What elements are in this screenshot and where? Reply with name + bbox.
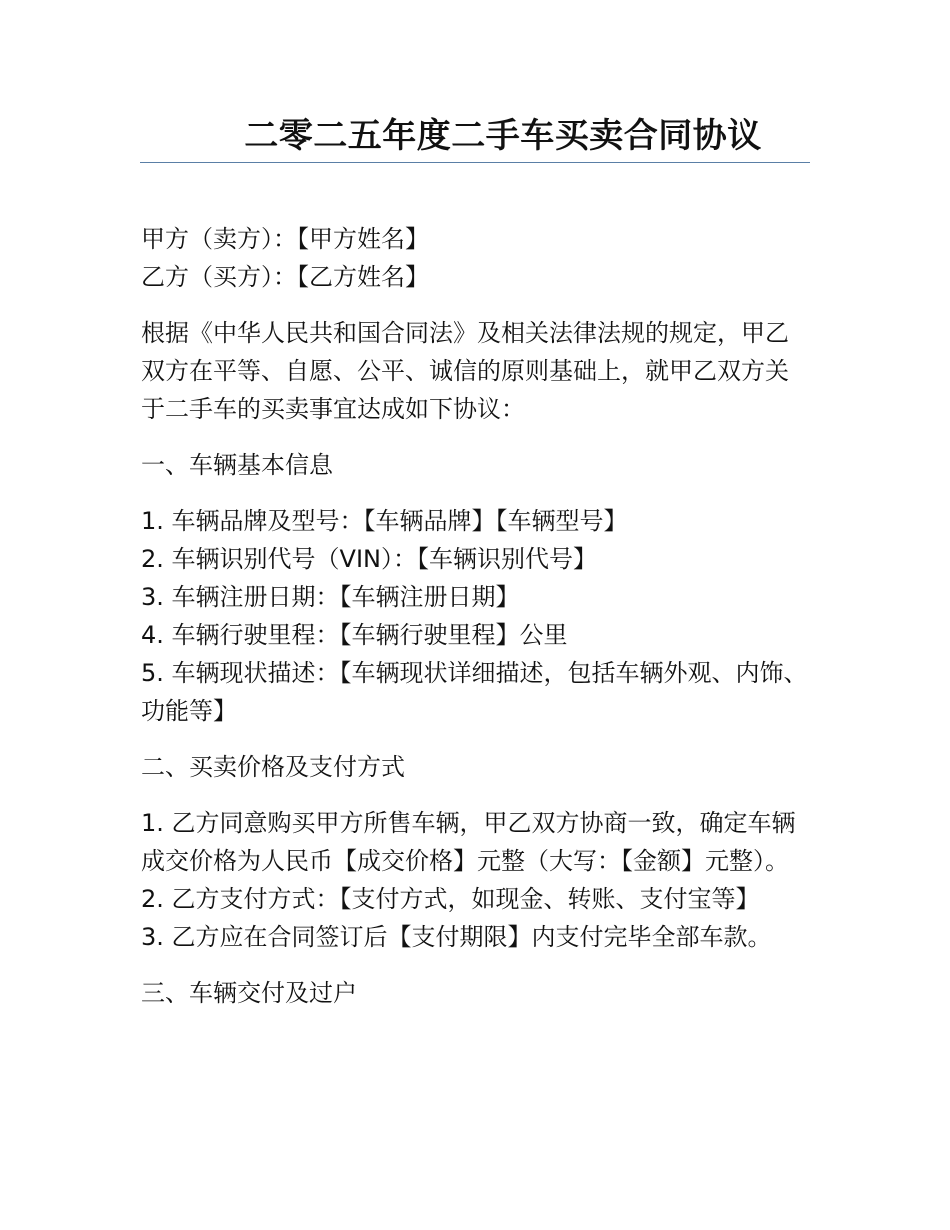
document-body bbox=[141, 220, 809, 1012]
vehicle-info-item: 4. 车辆行驶里程：【车辆行驶里程】公里 bbox=[141, 621, 568, 649]
document-title: 二零二五年度二手车买卖合同协议 bbox=[244, 116, 762, 156]
vehicle-info-item: 1. 车辆品牌及型号：【车辆品牌】【车辆型号】 bbox=[141, 507, 628, 535]
party-a-line: 甲方（卖方）：【甲方姓名】 bbox=[141, 225, 429, 253]
vehicle-info-item: 5. 车辆现状描述：【车辆现状详细描述，包括车辆外观、内饰、功能等】 bbox=[141, 659, 808, 725]
price-payment-item: 1. 乙方同意购买甲方所售车辆，甲乙双方协商一致，确定车辆成交价格为人民币【成交价格】元整（大写：【金额】元整）。 bbox=[141, 809, 796, 875]
vehicle-info-item: 3. 车辆注册日期：【车辆注册日期】 bbox=[141, 583, 520, 611]
section-heading-price-payment: 二、买卖价格及支付方式 bbox=[141, 753, 405, 781]
party-b-line: 乙方（买方）：【乙方姓名】 bbox=[141, 263, 429, 291]
price-payment-item: 3. 乙方应在合同签订后【支付期限】内支付完毕全部车款。 bbox=[141, 923, 772, 951]
price-payment-item: 2. 乙方支付方式：【支付方式，如现金、转账、支付宝等】 bbox=[141, 885, 760, 913]
section-heading-delivery-transfer: 三、车辆交付及过户 bbox=[141, 979, 357, 1007]
preamble-paragraph: 根据《中华人民共和国合同法》及相关法律法规的规定，甲乙双方在平等、自愿、公平、诚信的原则基础上，就甲乙双方关于二手车的买卖事宜达成如下协议： bbox=[141, 319, 789, 423]
title-underline bbox=[140, 162, 810, 163]
vehicle-info-item: 2. 车辆识别代号（VIN）：【车辆识别代号】 bbox=[141, 545, 597, 573]
section-heading-vehicle-info: 一、车辆基本信息 bbox=[141, 451, 333, 479]
